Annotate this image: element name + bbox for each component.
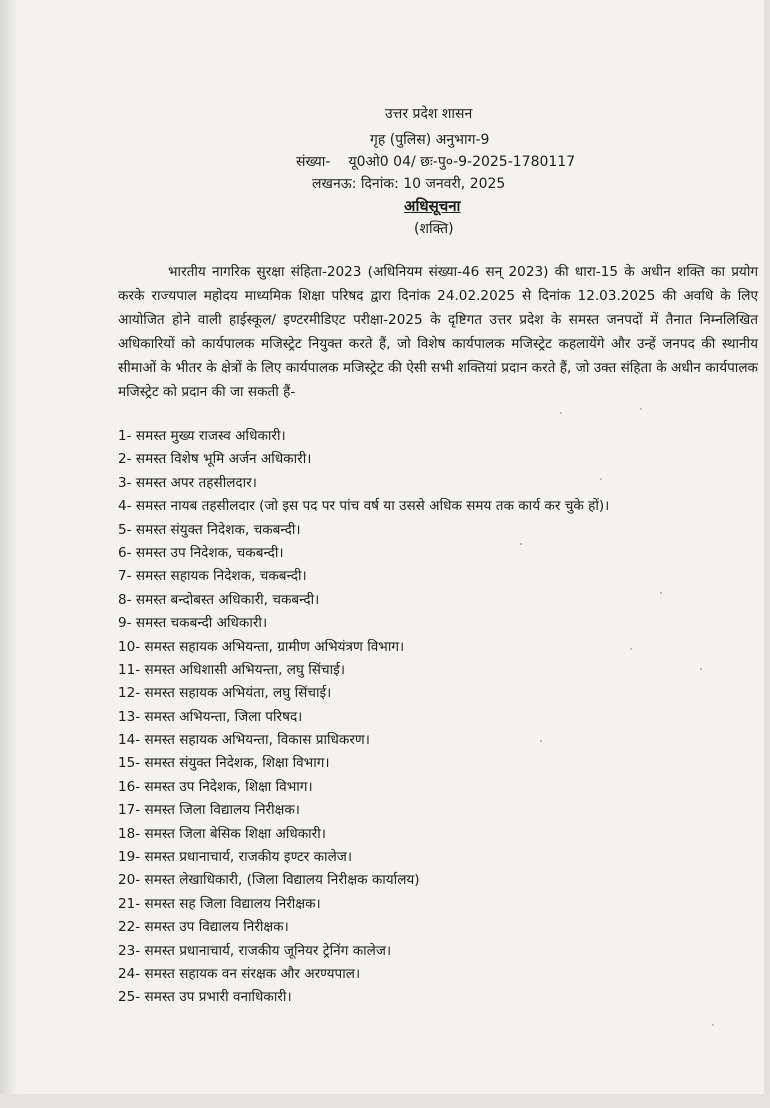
reference-number-label: संख्या- [296,154,331,170]
reference-number-value: यू0ओ0 04/ छः-पु०-9-2025-1780117 [348,154,576,170]
list-item: 20- समस्त लेखाधिकारी, (जिला विद्यालय निरीक्षक कार्यालय) [118,872,420,889]
list-item: 23- समस्त प्रधानाचार्य, राजकीय जूनियर ट्रेनिंग कालेज। [118,942,392,959]
scan-speck [660,592,662,594]
list-item: 19- समस्त प्रधानाचार्य, राजकीय इण्टर कालेज। [118,849,353,866]
list-item: 8- समस्त बन्दोबस्त अधिकारी, चकबन्दी। [118,591,320,608]
page-bottom-band [0,1094,770,1108]
list-item: 3- समस्त अपर तहसीलदार। [118,474,257,491]
list-item: 21- समस्त सह जिला विद्यालय निरीक्षक। [118,895,321,912]
notification-paragraph [118,260,758,404]
list-item: 13- समस्त अभियन्ता, जिला परिषद। [118,708,303,725]
list-item: 24- समस्त सहायक वन संरक्षक और अरण्यपाल। [118,965,361,982]
list-item: 4- समस्त नायब तहसीलदार (जो इस पद पर पांच वर्ष या उससे अधिक समय तक कार्य कर चुके हों)। [118,498,610,515]
scan-speck [520,543,522,545]
list-item: 17- समस्त जिला विद्यालय निरीक्षक। [118,802,300,819]
list-item: 12- समस्त सहायक अभियंता, लघु सिंचाई। [118,685,332,702]
scan-speck [640,408,642,410]
list-item: 22- समस्त उप विद्यालय निरीक्षक। [118,919,289,936]
list-item: 11- समस्त अधिशासी अभियन्ता, लघु सिंचाई। [118,661,345,678]
list-item: 15- समस्त संयुक्त निदेशक, शिक्षा विभाग। [118,755,330,772]
officer-list [118,425,609,1010]
scan-speck [560,412,562,414]
date-line: लखनऊ: दिनांक: 10 जनवरी, 2025 [312,176,506,192]
section-name: गृह (पुलिस) अनुभाग-9 [370,132,490,148]
list-item: 5- समस्त संयुक्त निदेशक, चकबन्दी। [118,521,301,538]
department-name: उत्तर प्रदेश शासन [385,106,473,122]
scan-speck [712,1024,714,1026]
list-item: 18- समस्त जिला बेसिक शिक्षा अधिकारी। [118,825,326,842]
list-item: 7- समस्त सहायक निदेशक, चकबन्दी। [118,568,307,585]
notification-subtitle: (शक्ति) [414,221,454,237]
list-item: 6- समस्त उप निदेशक, चकबन्दी। [118,544,284,561]
page-right-edge [764,0,770,1108]
list-item: 16- समस्त उप निदेशक, शिक्षा विभाग। [118,778,313,795]
scan-speck [630,648,632,650]
list-item: 1- समस्त मुख्य राजस्व अधिकारी। [118,428,286,444]
list-item: 2- समस्त विशेष भूमि अर्जन अधिकारी। [118,451,312,468]
list-item: 14- समस्त सहायक अभियन्ता, विकास प्राधिकरण। [118,732,370,749]
page-edge-shadow [0,0,18,1108]
list-item: 25- समस्त उप प्रभारी वनाधिकारी। [118,989,292,1006]
paragraph-text: भारतीय नागरिक सुरक्षा संहिता-2023 (अधिनियम संख्या-46 सन् 2023) की धारा-15 के अधीन शक्ति का प्रयोग करके राज्यपाल महोदय माध्यमिक शिक्षा परिषद द्वारा दिनांक 24.02.2025 से दिनांक 12.03.2025 की अवधि के लिए आयोजित होने वाली हाईस्कूल/ इण्टरमीडिएट परीक्षा-2025 के दृष्टिगत उत्तर प्रदेश के समस्त जनपदों में तैनात निम्नलिखित अधिकारियों को कार्यपालक मजिस्ट्रेट नियुक्त करते हैं, जो विशेष कार्यपालक मजिस्ट्रेट कहलायेंगे और उन्हें जनपद की स्थानीय सीमाओं के भीतर के क्षेत्रों के लिए कार्यपालक मजिस्ट्रेट की ऐसी सभी शक्तियां प्रदान करते हैं, जो उक्त संहिता के अधीन कार्यपालक मजिस्ट्रेट को प्रदान की जा सकती हैं- [118,264,758,400]
notification-title: अधिसूचना [404,197,461,215]
scan-speck [540,740,542,742]
scan-speck [600,478,602,480]
reference-number [296,152,575,171]
list-item: 9- समस्त चकबन्दी अधिकारी। [118,615,268,632]
scan-speck [700,668,702,670]
list-item: 10- समस्त सहायक अभियन्ता, ग्रामीण अभियंत्रण विभाग। [118,638,405,655]
